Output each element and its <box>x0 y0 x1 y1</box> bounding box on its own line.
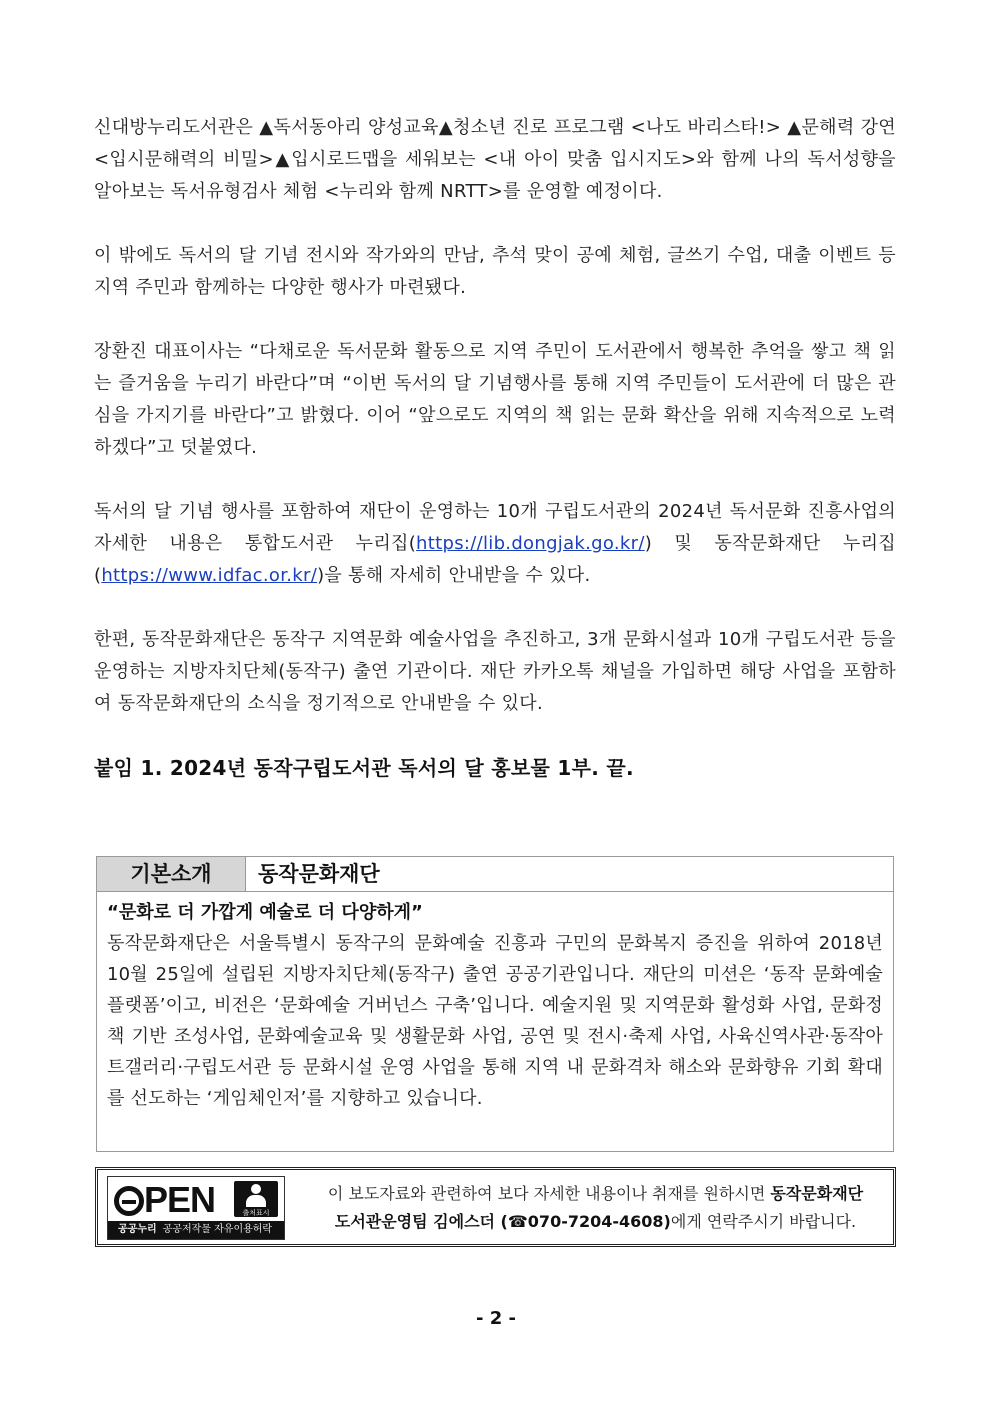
license-strip <box>108 1221 284 1239</box>
contact-person: 도서관운영팀 김에스더 (☎070-7204-4608) <box>334 1212 671 1231</box>
intro-slogan: “문화로 더 가깝게 예술로 더 다양하게” <box>107 902 423 923</box>
open-license-badge <box>107 1176 285 1240</box>
website-info-text-after: )을 통해 자세히 안내받을 수 있다. <box>317 565 591 586</box>
open-o-icon <box>114 1186 144 1216</box>
contact-line2-text: 에게 연락주시기 바랍니다. <box>670 1212 857 1231</box>
contact-org: 동작문화재단 <box>770 1184 864 1203</box>
intro-box <box>96 856 894 1152</box>
contact-box <box>95 1167 896 1247</box>
attachment-note: 붙임 1. 2024년 동작구립도서관 독서의 달 홍보물 1부. 끝. <box>94 756 634 780</box>
website-info-text-before: 독서의 달 기념 행사를 포함하여 재단이 운영하는 10개 구립도서관의 2024년 독서문화 진흥사업의 자세한 내용은 통합도서관 누리집( <box>94 501 896 554</box>
license-strip-text: 공공저작물 자유이용허락 <box>162 1224 273 1235</box>
paragraph-website-info <box>94 496 896 592</box>
intro-header <box>97 857 893 892</box>
paragraph-events: 이 밖에도 독서의 달 기념 전시와 작가와의 만남, 추석 맞이 공예 체험, 글쓰기 수업, 대출 이벤트 등 지역 주민과 함께하는 다양한 행사가 마련됐다. <box>94 245 896 298</box>
library-website-link[interactable]: https://lib.dongjak.go.kr/ <box>416 533 645 554</box>
open-logo-text: PEN <box>144 1179 216 1220</box>
website-info-text-middle: ) 및 동작문화재단 누리집 ( <box>94 533 896 586</box>
intro-text: 동작문화재단은 서울특별시 동작구의 문화예술 진흥과 구민의 문화복지 증진을 위하여 2018년 10월 25일에 설립된 지방자치단체(동작구) 출연 공공기관입니다. 재단의 미션은 ‘동작 문화예술 플랫폼’이고, 비전은 ‘문화예술 거버넌스 구축’입니다. 예술지원 및 지역문화 활성화 사업, 문화정책 기반 조성사업, 문화예술교육 및 생활문화 사업, 공연 및 전시·축제 사업, 사육신역사관·동작아트갤러리·구립도서관 등 문화시설 운영 사업을 통해 지역 내 문화격차 해소와 문화향유 기회 확대를 선도하는 ‘게임체인저’를 지향하고 있습니다. <box>107 933 883 1109</box>
foundation-website-link[interactable]: https://www.idfac.or.kr/ <box>101 565 318 586</box>
paragraph-ceo-quote: 장환진 대표이사는 “다채로운 독서문화 활동으로 지역 주민이 도서관에서 행복한 추억을 쌓고 책 읽는 즐거움을 누리기 바란다”며 “이번 독서의 달 기념행사를 통해 지역 주민들이 도서관에 더 많은 관심을 가지기를 바란다”고 밝혔다. 이어 “앞으로도 지역의 책 읽는 문화 확산을 위해 지속적으로 노력하겠다”고 덧붙였다. <box>94 341 896 458</box>
paragraph-foundation-info: 한편, 동작문화재단은 동작구 지역문화 예술사업을 추진하고, 3개 문화시설과 10개 구립도서관 등을 운영하는 지방자치단체(동작구) 출연 기관이다. 재단 카카오톡 채널을 가입하면 해당 사업을 포함하여 동작문화재단의 소식을 정기적으로 안내받을 수 있다. <box>94 629 896 714</box>
open-logo <box>114 1179 215 1221</box>
page-number: - 2 - <box>476 1308 516 1329</box>
intro-org-name: 동작문화재단 <box>258 862 380 886</box>
contact-line1-text: 이 보도자료와 관련하여 보다 자세한 내용이나 취재를 원하시면 <box>327 1184 771 1203</box>
contact-text <box>308 1180 883 1236</box>
intro-label: 기본소개 <box>97 857 246 891</box>
intro-body <box>97 892 893 1114</box>
person-icon <box>234 1181 278 1217</box>
license-strip-title: 공공누리 <box>118 1224 157 1235</box>
attribution-caption: 출처표시 <box>242 1209 270 1217</box>
paragraph-programs: 신대방누리도서관은 ▲독서동아리 양성교육▲청소년 진로 프로그램 <나도 바리스타!> ▲문해력 강연 <입시문해력의 비밀>▲입시로드맵을 세워보는 <내 아이 맞춤 입시지도>와 함께 나의 독서성향을 알아보는 독서유형검사 체험 <누리와 함께 NRTT>를 운영할 예정이다. <box>94 117 896 202</box>
